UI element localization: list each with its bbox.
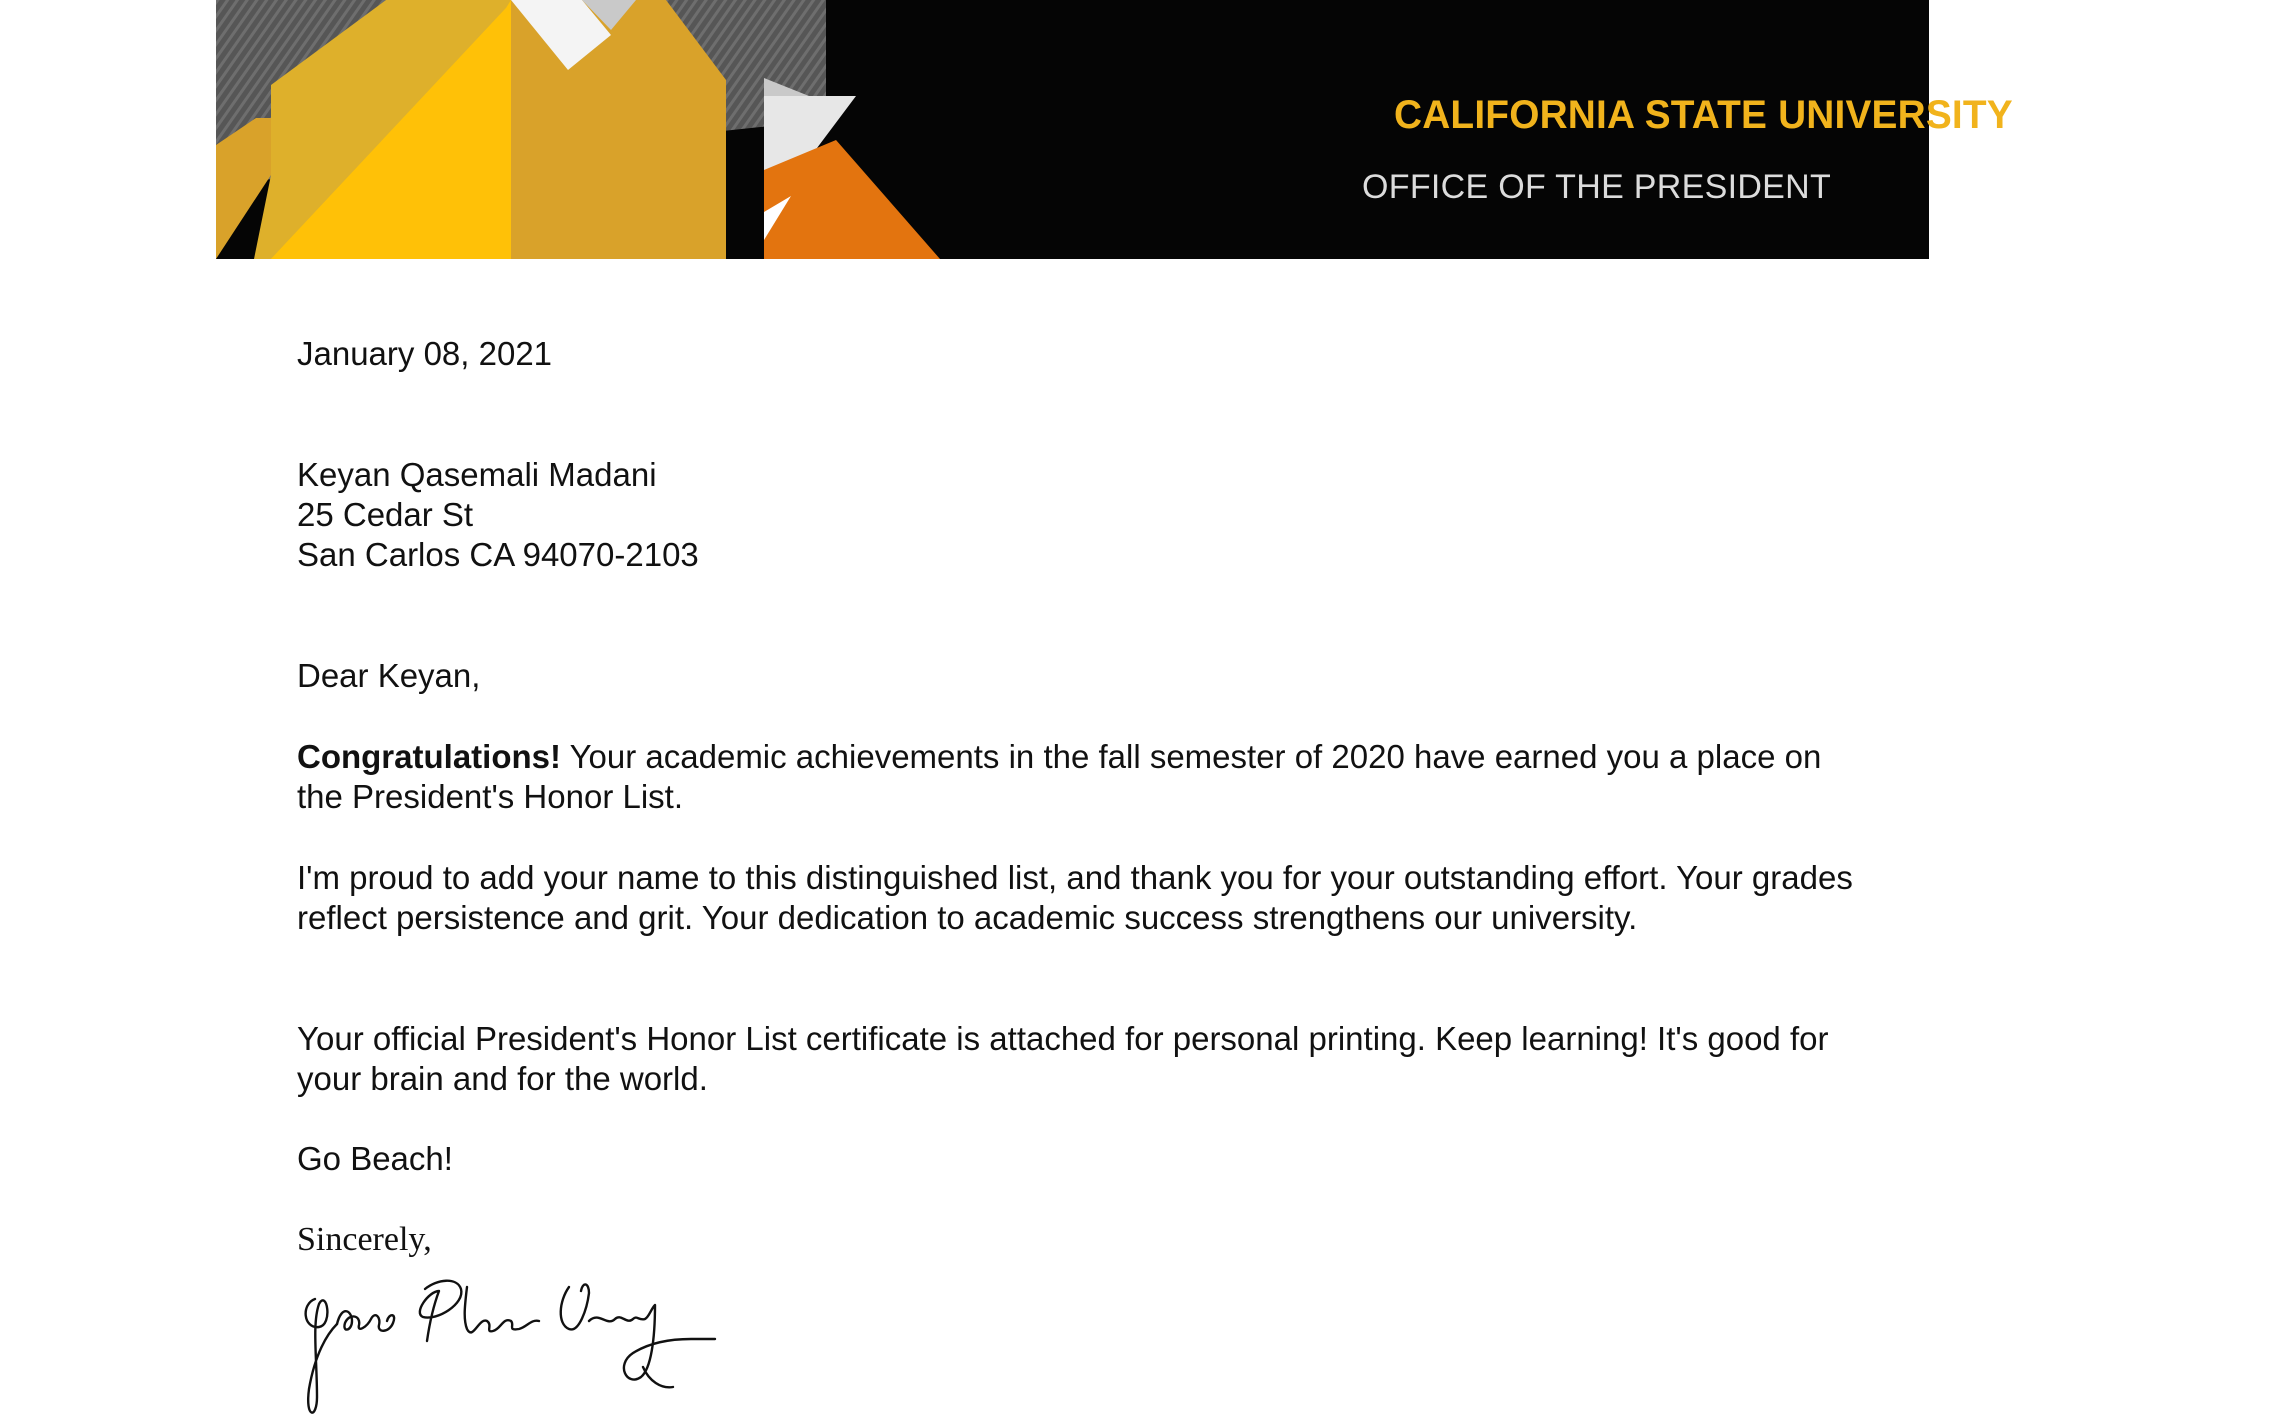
paragraph-2: I'm proud to add your name to this distinguished list, and thank you for your outstanding effort. Your grades reflect persistence and grit. Your dedication to academic success strengthens our university. [297, 859, 1853, 936]
university-name-gold: CALIFORNIA STATE UNIVERSITY [1394, 93, 2013, 137]
recipient-city-state-zip: San Carlos CA 94070-2103 [297, 536, 699, 573]
recipient-address [297, 455, 699, 575]
paragraph-congratulations [297, 737, 1857, 817]
salutation: Dear Keyan, [297, 657, 481, 694]
recipient-street: 25 Cedar St [297, 496, 474, 533]
recipient-name: Keyan Qasemali Madani [297, 456, 657, 493]
congratulations-emphasis: Congratulations! [297, 738, 561, 775]
office-name: OFFICE OF THE PRESIDENT [1362, 168, 1832, 206]
paragraph-3: Your official President's Honor List certificate is attached for personal printing. Keep learning! It's good for your brain and for the world. [297, 1020, 1829, 1097]
sign-off: Sincerely, [297, 1221, 432, 1258]
closing-line: Go Beach! [297, 1140, 453, 1177]
university-name-white: LONG BEACH [2026, 93, 2289, 137]
paragraph-1-text: Your academic achievements in the fall semester of 2020 have earned you a place on the President's Honor List. [297, 738, 1822, 815]
university-name [1394, 93, 2289, 138]
letter-date: January 08, 2021 [297, 335, 553, 372]
handwritten-signature [297, 1269, 717, 1424]
letterhead-banner [216, 0, 2289, 259]
